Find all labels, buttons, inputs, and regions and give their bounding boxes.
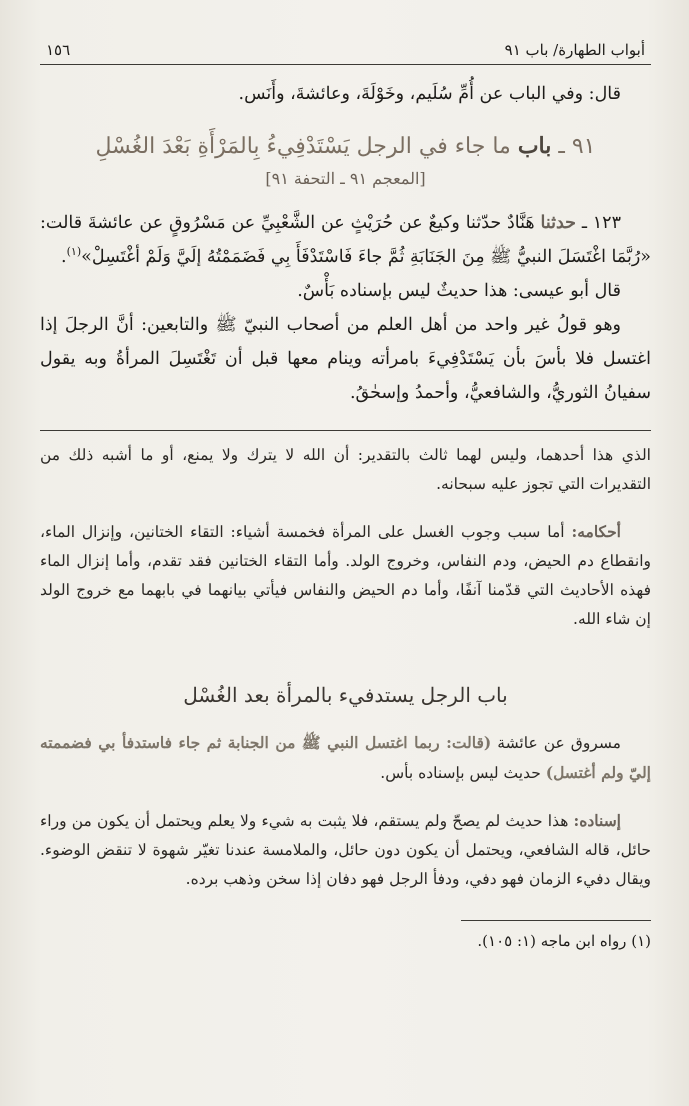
scholars-statement: وهو قولُ غير واحد من أهل العلم من أصحاب النبيّ ﷺ والتابعين: أنَّ الرجلَ إذا اغتسل فلا بأسَ بأن يَسْتَدْفِيءَ بامرأته وينام معها قبل أن تَغْتَسِلَ المرأةُ وبه يقول سفيانُ الثوريُّ، والشافعيُّ، وأحمدُ وإسحٰقُ. xyxy=(40,315,651,403)
commentary-divider xyxy=(40,430,651,431)
abu-isa-statement: قال أبو عيسى: هذا حديثٌ ليس بإسناده بَأْسٌ. xyxy=(297,281,621,301)
main-text xyxy=(40,77,651,410)
chapter-heading xyxy=(40,129,651,164)
opening-line: قال: وفي الباب عن أُمِّ سُلَيم، وخَوْلَةَ، وعائشةَ، وأَنَس. xyxy=(238,84,621,104)
chapter-number: ٩١ ـ xyxy=(558,134,596,159)
masruq-quote: (قالت: ربما اغتسل النبي ﷺ من الجنابة ثم جاء فاستدفأ بي فضممته إليّ ولم أغتسل) xyxy=(40,733,651,782)
footnote xyxy=(40,927,651,955)
hadith-end: . xyxy=(61,247,67,267)
running-head xyxy=(40,40,651,65)
hadith-number: ١٢٣ ـ xyxy=(581,213,621,233)
footnote-divider xyxy=(461,920,651,921)
masruq-start: مسروق عن عائشة xyxy=(497,734,621,752)
haddathana-word: حدثنا xyxy=(540,213,576,233)
chapter-reference: [المعجم ٩١ ـ التحفة ٩١] xyxy=(265,169,426,188)
commentary xyxy=(40,441,651,894)
bab-word: باب xyxy=(517,133,552,159)
isnad-label: إسناده: xyxy=(573,811,621,830)
masruq-paragraph xyxy=(40,728,651,788)
ahkam-label: أحكامه: xyxy=(571,522,621,541)
chapter-running-title: أبواب الطهارة/ باب ٩١ xyxy=(504,41,645,59)
footnote-text: رواه ابن ماجه (١: ١٠٥). xyxy=(477,932,627,950)
isnad-text: هذا حديث لم يصحّ ولم يستقم، فلا يثبت به شيء ولا يعلم ويحتمل أن يكون من وراء حائل، قاله الشافعي، ويحتمل أن يكون دون حائل، والملامسة عندنا تغيّر شهوة لا تنقض الوضوء. ويقال دفيء الزمان فهو دفي، ودفأ الرجل فهو دفان إذا سخن وذهب برده. xyxy=(40,812,651,888)
footnote-reference[interactable]: (١) xyxy=(66,245,82,259)
isnad-paragraph xyxy=(40,806,651,894)
hadith-text xyxy=(40,206,651,274)
ahkam-paragraph xyxy=(40,517,651,634)
masruq-end: حديث ليس بإسناده بأس. xyxy=(380,764,541,782)
page-number: ١٥٦ xyxy=(46,41,71,59)
ahkam-text: أما سبب وجوب الغسل على المرأة فخمسة أشياء: التقاء الختانين، وإنزال الماء، وانقطاع دم الحيض، ودم النفاس، وخروج الولد. وأما التقاء الختانين فقد تقدم، وأما إنزال الماء فهذه الأحاديث التي قدّمنا آنفًا، وأما دم الحيض والنفاس فيأتي بيانهما في بابهما مع خروج الولد إن شاء الله. xyxy=(40,523,651,628)
footnote-mark: (١) xyxy=(631,932,651,950)
commentary-continuation: الذي هذا أحدهما، وليس لهما ثالث بالتقدير: أن الله لا يترك ولا يمنع، أو ما أشبه ذلك من التقديرات التي تجوز عليه سبحانه. xyxy=(40,446,651,493)
chapter-title-text: ما جاء في الرجل يَسْتَدْفِيءُ بِالمَرْأَةِ بَعْدَ الغُسْلِ xyxy=(95,134,511,159)
commentary-section-title: باب الرجل يستدفيء بالمرأة بعد الغُسْل xyxy=(183,683,508,707)
hadith-body: هَنَّادٌ حدّثنا وكيعٌ عن حُرَيْثٍ عن الشَّعْبِيِّ عن مَسْرُوقٍ عن عائشةَ قالت: «رُبَّمَا اغْتَسَلَ النبيُّ ﷺ مِنَ الجَنَابَةِ ثُمَّ جاءَ فَاسْتَدْفَأَ بِي فَضَمَمْتُهُ إلَيَّ وَلَمْ أغْتَسِلْ» xyxy=(40,213,651,267)
